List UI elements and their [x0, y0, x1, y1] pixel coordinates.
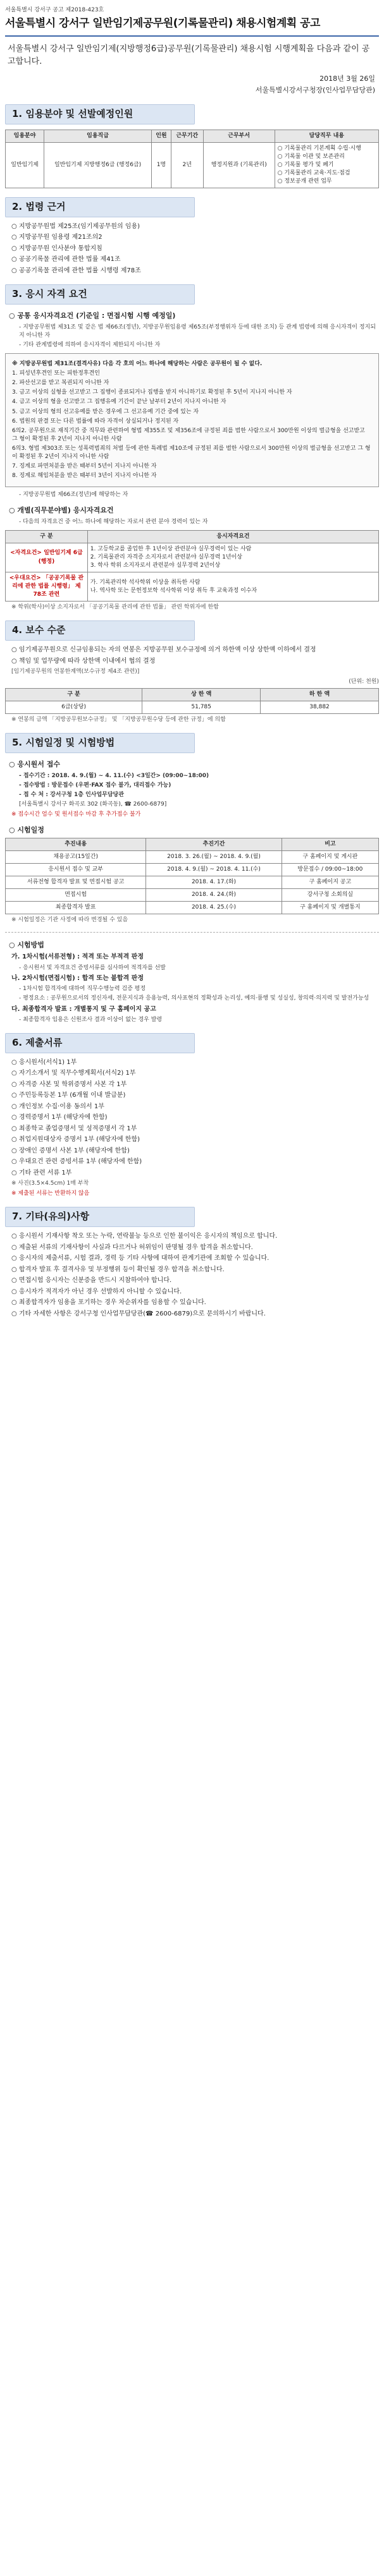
exam-cell: 채용공고(15일간) [6, 851, 146, 864]
position-table [5, 130, 379, 188]
law-item: ○ 지방공무원 인사분야 통합지침 [11, 245, 102, 252]
qualification-table [5, 530, 379, 602]
requirement-item: 3. 학사 학위 소지자로서 관련분야 실무경력 2년이상 [90, 562, 221, 569]
document-note: ※ 사진(3.5×4.5cm) 1매 부착 [11, 1180, 89, 1187]
preference-list [87, 572, 378, 602]
method-item: 가. 1차시험(서류전형) : 적격 또는 부적격 판정 [11, 953, 144, 961]
salary-item: ○ 책임 및 업무량에 따라 상한액 이내에서 협의 결정 [11, 657, 156, 665]
disqualification-item: 3. 금고 이상의 실형을 선고받고 그 집행이 종료되거나 집행을 받지 아니하기로 확정된 후 5년이 지나지 아니한 자 [12, 389, 292, 396]
notice-number: 서울특별시 강서구 공고 제2018-423호 [5, 7, 104, 13]
table-row [6, 889, 379, 902]
document-item: ○ 기타 관련 서류 1부 [11, 1169, 72, 1176]
exam-cell: 2018. 4. 17.(화) [146, 876, 282, 889]
cell-duties [275, 142, 378, 188]
application-note: ※ 접수시간 엄수 및 원서접수 마감 후 추가접수 불가 [11, 811, 141, 818]
qualification-note: ※ 학위(학사)이상 소지자로서 「공공기록물 관리에 관한 법률」 관련 학위자에 한함 [11, 604, 219, 611]
personal-qualification-heading: ○ 개별(직무분야별) 응시자격요건 [9, 505, 114, 514]
cell-salary-min: 38,882 [261, 701, 379, 714]
method-item: - 1차시험 합격자에 대하여 직무수행능력 검증 평정 [19, 986, 146, 993]
exam-cell: 2018. 4. 25.(수) [146, 902, 282, 914]
cell-salary-grade: 6급(상당) [6, 701, 142, 714]
th-period: 근무기간 [171, 130, 203, 142]
section6-heading: 6. 제출서류 [5, 1033, 195, 1053]
notice-item: ○ 응시자가 적격자가 아닌 경우 선발하지 아니할 수 있습니다. [11, 1288, 182, 1295]
disqualification-item: 1. 피성년후견인 또는 피한정후견인 [12, 370, 100, 377]
section3-heading: 3. 응시 자격 요건 [5, 284, 195, 305]
cell-salary-max: 51,785 [142, 701, 261, 714]
duty-item: ○ 기록물 이관 및 보존관리 [277, 154, 345, 160]
notice-item: ○ 응시자의 제출서류, 시험 결과, 경력 등 기타 사항에 대하여 관계기관에 조회할 수 있습니다. [11, 1255, 269, 1262]
document-note: ※ 제출된 서류는 반환하지 않음 [11, 1190, 90, 1197]
method-item: 다. 최종합격자 발표 : 개별통지 및 구 홈페이지 공고 [11, 1005, 156, 1013]
preference-item: 나. 역사학 또는 문헌정보학 석사학위 이상 취득 후 교육과정 이수자 [90, 587, 257, 594]
divider [5, 932, 379, 933]
exam-cell: 서류전형 합격자 발표 및 면접시험 공고 [6, 876, 146, 889]
notice-item: ○ 면접시험 응시자는 신분증을 반드시 지참하여야 합니다. [11, 1277, 172, 1285]
table-row [6, 851, 379, 864]
exam-cell: 응시원서 접수 및 교부 [6, 864, 146, 876]
general-qualification-item: - 지방공무원법 제31조 및 같은 법 제66조(정년), 지방공무원임용령 제65조(부정행위자 등에 대한 조치) 등 관계 법령에 의해 응시자격이 정지되지 아니한 자 [19, 324, 376, 339]
duty-item: ○ 기록물관리 기본계획 수립·시행 [277, 145, 361, 152]
intro-text: 서울특별시 강서구 일반임기제(지방행정6급)공무원(기록물관리) 채용시험 시행계획을 다음과 같이 공고합니다. [8, 44, 370, 67]
method-item: - 최종합격자 임용은 신원조사 결과 이상이 없는 경우 발령 [19, 1017, 163, 1024]
disqualification-item: 4. 금고 이상의 형을 선고받고 그 집행유예 기간이 끝난 날부터 2년이 지나지 아니한 자 [12, 399, 226, 406]
disqualification-item: 2. 파산선고를 받고 복권되지 아니한 자 [12, 380, 109, 387]
exam-note: ※ 시험일정은 기관 사정에 따라 변경될 수 있음 [11, 917, 128, 924]
duty-item: ○ 정보공개 관련 업무 [277, 178, 332, 185]
disqualification-item: 6의2. 공무원으로 재직기간 중 직무와 관련하여 형법 제355조 및 제356조에 규정된 죄를 범한 사람으로서 300만원 이상의 벌금형을 선고받고 그 형이 확정된 후 2년이 지나지 아니한 사람 [12, 427, 365, 442]
exam-schedule-table [5, 838, 379, 914]
salary-table [5, 688, 379, 714]
notice-item: ○ 합격자 발표 후 결격사유 및 부정행위 등이 확인될 경우 합격을 취소합니다. [11, 1266, 225, 1273]
document-item: ○ 최종학교 졸업증명서 및 성적증명서 각 1부 [11, 1125, 137, 1132]
table-row [6, 864, 379, 876]
disqualification-item: 8. 징계로 해임처분을 받은 때부터 3년이 지나지 아니한 자 [12, 472, 157, 479]
th-salary-category: 구 분 [6, 689, 142, 701]
general-qualification-heading: ○ 공통 응시자격요건 (기준일 : 면접시험 시행 예정일) [9, 311, 176, 320]
method-item: - 응시원서 및 자격요건 증빙서류를 심사하여 적격자를 선발 [19, 964, 166, 971]
disqualification-item: 5. 금고 이상의 형의 선고유예를 받은 경우에 그 선고유예 기간 중에 있는 자 [12, 408, 199, 415]
salary-unit: (단위: 천원) [349, 679, 379, 686]
page-title: 서울특별시 강서구 일반임기제공무원(기록물관리) 채용시험계획 공고 [5, 16, 379, 37]
document-item: ○ 자격증 사본 및 학위증명서 사본 각 1부 [11, 1080, 127, 1088]
table-row [6, 902, 379, 914]
method-item: 나. 2차시험(면접시험) : 합격 또는 불합격 판정 [11, 974, 144, 982]
th-count: 인원 [152, 130, 171, 142]
requirement-list [87, 543, 378, 572]
section2-heading: 2. 법령 근거 [5, 197, 195, 217]
disqualification-item: 6. 법원의 판결 또는 다른 법률에 따라 자격이 상실되거나 정지된 자 [12, 418, 179, 425]
general-qualification-item: - 기타 관계법령에 의하여 응시자격이 제한되지 아니한 자 [19, 342, 161, 349]
cell-count: 1명 [152, 142, 171, 188]
document-item: ○ 개인정보 수집·이용 동의서 1부 [11, 1103, 104, 1110]
exam-cell: 방문접수 / 09:00~18:00 [282, 864, 378, 876]
requirement-item: 1. 고등학교를 졸업한 후 1년이상 관련분야 실무경력이 있는 사람 [90, 545, 252, 552]
document-item: ○ 응시원서(서식1) 1부 [11, 1058, 77, 1066]
law-item: ○ 지방공무원 임용령 제21조의2 [11, 234, 102, 241]
document-item: ○ 자기소개서 및 직무수행계획서(서식2) 1부 [11, 1070, 136, 1077]
application-address: [서울특별시 강서구 화곡로 302 (화곡동), ☎ 2600-6879] [19, 801, 167, 808]
document-item: ○ 취업지원대상자 증명서 1부 (해당자에 한함) [11, 1136, 140, 1144]
duty-item: ○ 기록물 평가 및 폐기 [277, 162, 334, 169]
application-item: - 접수방법 : 방문접수 (우편·FAX 접수 불가, 대리접수 가능) [19, 782, 171, 789]
age-limit-item: - 지방공무원법 제66조(정년)에 해당하는 자 [19, 491, 128, 498]
section1-heading: 1. 임용분야 및 선발예정인원 [5, 104, 195, 124]
method-item: - 평정요소 : 공무원으로서의 정신자세, 전문지식과 응용능력, 의사표현의 정확성과 논리성, 예의·품행 및 성실성, 창의력·의지력 및 발전가능성 [19, 995, 369, 1002]
section7-heading: 7. 기타(유의)사항 [5, 1207, 195, 1227]
document-item: ○ 장애인 증명서 사본 1부 (해당자에 한함) [11, 1147, 130, 1154]
th-exam-period: 추진기간 [146, 838, 282, 851]
exam-cell: 2018. 3. 26.(월) ~ 2018. 4. 9.(월) [146, 851, 282, 864]
duty-item: ○ 기록물관리 교육·지도·점검 [277, 170, 350, 177]
exam-cell: 구 홈페이지 공고 [282, 876, 378, 889]
law-item: ○ 공공기록물 관리에 관한 법률 제41조 [11, 256, 121, 263]
cell-dept: 행정지원과 (기록관리) [203, 142, 275, 188]
salary-item: ○ 임기제공무원으로 신규임용되는 자의 연봉은 지방공무원 보수규정에 의거 하한액 이상 상한액 이하에서 결정 [11, 646, 316, 654]
salary-note: ※ 연봉의 금액 「지방공무원보수규정」 및 「지방공무원수당 등에 관한 규정」에 의함 [11, 717, 226, 723]
th-exam-note: 비고 [282, 838, 378, 851]
th-grade: 임용직급 [44, 130, 152, 142]
cell-field: 일반임기제 [6, 142, 44, 188]
th-dept: 근무부서 [203, 130, 275, 142]
exam-cell: 2018. 4. 24.(화) [146, 889, 282, 902]
notice-item: ○ 응시원서 기재사항 착오 또는 누락, 연락불능 등으로 인한 불이익은 응시자의 책임으로 합니다. [11, 1233, 278, 1240]
th-salary-max: 상 한 액 [142, 689, 261, 701]
th-requirements: 응시자격요건 [87, 530, 378, 543]
exam-schedule-heading: ○ 시험일정 [9, 826, 44, 835]
th-field: 임용분야 [6, 130, 44, 142]
disqualification-item: 6의3. 형법 제303조 또는 성폭력범죄의 처벌 등에 관한 특례법 제10조에 규정된 죄를 범한 사람으로서 300만원 이상의 벌금형을 선고받고 그 형이 확정된 후 2년이 지나지 아니한 사람 [12, 445, 371, 460]
notice-date: 2018년 3월 26일 [319, 75, 375, 83]
application-heading: ○ 응시원서 접수 [9, 760, 61, 769]
exam-cell: 면접시험 [6, 889, 146, 902]
exam-cell: 구 홈페이지 및 개별통지 [282, 902, 378, 914]
cell-period: 2년 [171, 142, 203, 188]
th-exam-item: 추진내용 [6, 838, 146, 851]
disqualification-item: 7. 징계로 파면처분을 받은 때부터 5년이 지나지 아니한 자 [12, 463, 157, 469]
section5-heading: 5. 시험일정 및 시험방법 [5, 733, 195, 753]
requirement-item: 2. 기록물관리 자격증 소지자로서 관련분야 실무경력 1년이상 [90, 554, 242, 560]
requirement-label: <자격요건> 일반임기제 6급 (행정) [6, 543, 88, 572]
preference-item: 가. 기록관리학 석사학위 이상을 취득한 사람 [90, 579, 201, 586]
preference-label: <우대요건> 「공공기록물 관리에 관한 법률 시행령」 제78조 관련 [6, 572, 88, 602]
law-item: ○ 공공기록물 관리에 관한 법률 시행령 제78조 [11, 267, 141, 274]
disqualification-title: ※ 지방공무원법 제31조(결격사유) 다음 각 호의 어느 하나에 해당하는 사람은 공무원이 될 수 없다. [12, 361, 263, 368]
exam-cell: 최종합격자 발표 [6, 902, 146, 914]
salary-table-label: [임기제공무원의 연봉한계액(보수규정 제4조 관련)] [11, 668, 140, 675]
section4-heading: 4. 보수 수준 [5, 620, 195, 641]
exam-cell: 강서구청 소회의실 [282, 889, 378, 902]
th-salary-min: 하 한 액 [261, 689, 379, 701]
exam-method-heading: ○ 시험방법 [9, 941, 44, 950]
law-item: ○ 지방공무원법 제25조(임기제공무원의 임용) [11, 222, 140, 230]
document-item: ○ 우대요건 관련 증빙서류 1부 (해당자에 한함) [11, 1158, 142, 1166]
notice-item: ○ 기타 자세한 사항은 강서구청 인사업무담당관(☎ 2600-6879)으로 문의하시기 바랍니다. [11, 1310, 266, 1317]
exam-cell: 구 홈페이지 및 게시판 [282, 851, 378, 864]
disqualification-box [5, 353, 379, 487]
table-row [6, 876, 379, 889]
notice-org: 서울특별시강서구청장(인사업무담당관) [255, 86, 375, 95]
application-item: - 접수기간 : 2018. 4. 9.(월) ~ 4. 11.(수) <3일간> (09:00~18:00) [19, 772, 209, 779]
personal-qualification-text: - 다음의 자격요건 중 어느 하나에 해당하는 자로서 관련 분야 경력이 있는 자 [19, 518, 208, 525]
exam-cell: 2018. 4. 9.(월) ~ 2018. 4. 11.(수) [146, 864, 282, 876]
document-item: ○ 경력증명서 1부 (해당자에 한함) [11, 1114, 108, 1122]
document-item: ○ 주민등록등본 1부 (6개월 이내 발급분) [11, 1092, 126, 1099]
th-duties: 담당직무 내용 [275, 130, 378, 142]
application-item: - 접 수 처 : 강서구청 1층 인사업무담당관 [19, 792, 124, 799]
notice-item: ○ 제출된 서류의 기재사항이 사실과 다르거나 허위임이 판명될 경우 합격을 취소합니다. [11, 1243, 253, 1251]
th-category: 구 분 [6, 530, 88, 543]
notice-item: ○ 최종합격자가 임용을 포기하는 경우 차순위자를 임용할 수 있습니다. [11, 1299, 206, 1307]
cell-grade: 일반임기제 지방행정6급 (행정6급) [44, 142, 152, 188]
